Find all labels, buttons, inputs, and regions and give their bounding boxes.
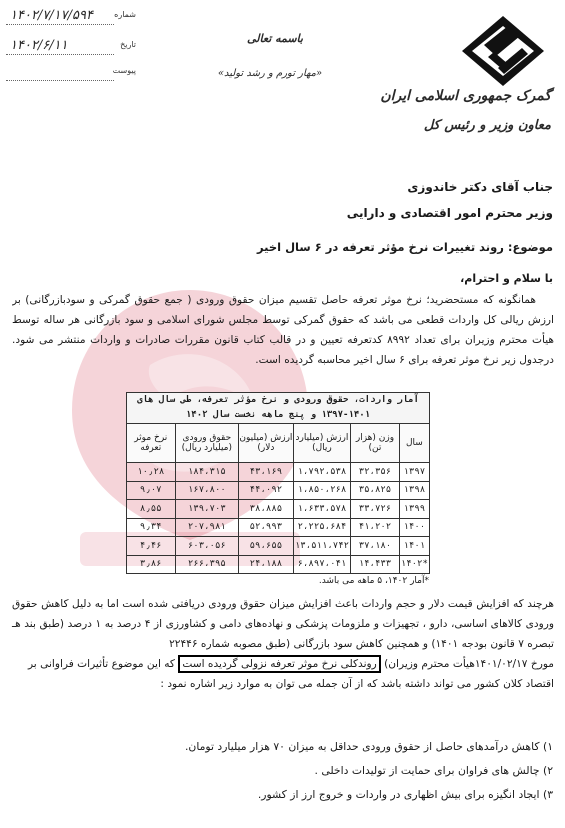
table-header-cell: نرخ موثر تعرفه (127, 424, 176, 463)
table-cell: ۱۳۹۹ (399, 500, 429, 519)
table-row (127, 537, 430, 556)
paragraph-1-text: همانگونه که مستحضرید؛ نرخ موثر تعرفه حاصل تقسیم میزان حقوق ورودی ( جمع حقوق گمرکی و سودبازرگانی) بر ارزش ریالی کل واردات قطعی می باشد که حقوق گمرکی توسط مجلس شورای اسلامی و سود بازرگانی هر ساله توسط هیأت محترم وزیران برای تعداد ۸۹۹۲ کدتعرفه تعیین و در قالب کتاب قانون مقررات صادرات و واردات منتشر می شود. درجدول زیر نرخ موثر تعرفه برای ۶ سال اخیر محاسبه گردیده است. (12, 294, 554, 366)
table-header-cell: سال (399, 424, 429, 463)
table-cell: ۱۳۹۷ (399, 463, 429, 482)
table-cell: ۱۰٫۲۸ (127, 463, 176, 482)
paragraph-2-after-box: که این موضوع تأثیرات فراوانی بر (27, 658, 179, 670)
table-cell: ۱۴۰۱ (399, 537, 429, 556)
table-cell: ۱۴۰۰ (399, 518, 429, 537)
basmala: باسمه تعالی (247, 32, 303, 45)
paragraph-2 (12, 594, 554, 694)
table-cell: ۱۸۴،۳۱۵ (175, 463, 239, 482)
letter-number-label: شماره (114, 10, 136, 19)
table-cell: ۵۲،۹۹۳ (239, 518, 294, 537)
letter-attachment-row (6, 64, 136, 82)
table-cell: ۴۱،۲۰۲ (351, 518, 399, 537)
table-cell: ۱۳۹۸ (399, 481, 429, 500)
customs-logo-icon (458, 12, 548, 90)
table-header-cell: وزن (هزار تن) (351, 424, 399, 463)
letter-date-row (6, 38, 136, 56)
table-cell: ۱،۸۵۰،۲۶۸ (293, 481, 351, 500)
subject-line: موضوع: روند تغییرات نرخ مؤثر تعرفه در ۶ سال اخیر (257, 240, 553, 254)
list-item: ۲) چالش های فراوان برای حمایت از تولیدات داخلی . (314, 764, 553, 777)
table-cell: ۱۳۹،۷۰۳ (175, 500, 239, 519)
table-row (127, 481, 430, 500)
paragraph-2-part-a: هرچند که افزایش قیمت دلار و حجم واردات باعث افزایش میزان حقوق ورودی دریافتی شده است اما به دلیل کاهش حقوق ورودی کالاهای اساسی، دارو ، تجهیزات و ملزومات پزشکی و نهاده‌های دامی و کشاورزی از ۴ درصد به ۱ درصد (طبق بند هـ تبصره ۷ قانون بودجه ۱۴۰۱) و همچنین کاهش سود بازرگانی (طبق مصوبه شماره ۲۲۴۴۶ (12, 598, 554, 650)
letter-date-label: تاریخ (120, 40, 136, 49)
table-header-cell: حقوق ورودی (میلیارد ریال) (175, 424, 239, 463)
table-cell: ۱،۶۳۳،۵۷۸ (293, 500, 351, 519)
table-cell: ۳۷،۱۸۰ (351, 537, 399, 556)
table-cell: ۱،۷۹۲،۵۳۸ (293, 463, 351, 482)
table-cell: ۶۰۳،۰۵۶ (175, 537, 239, 556)
table-cell: ۹٫۳۴ (127, 518, 176, 537)
list-item: ۱) کاهش درآمدهای حاصل از حقوق ورودی حداقل به میزان ۷۰ هزار میلیارد تومان. (184, 740, 553, 753)
table-cell: ۲۴،۱۸۸ (239, 555, 294, 574)
paragraph-1 (12, 290, 554, 374)
table-header-row (127, 424, 430, 463)
table-cell: ۲۶۶،۳۹۵ (175, 555, 239, 574)
table-header-cell: ارزش (میلیون دلار) (239, 424, 294, 463)
table-cell: ۱۶۷،۸۰۰ (175, 481, 239, 500)
org-position: معاون وزیر و رئیس کل (423, 118, 551, 133)
table-cell: ۱۴،۴۳۳ (351, 555, 399, 574)
table-cell: ۲،۲۲۵،۶۸۴ (293, 518, 351, 537)
recipient-name: جناب آقای دکتر خاندوزی (407, 180, 553, 194)
table-cell: ۳۳،۷۲۶ (351, 500, 399, 519)
paragraph-2-part-b (12, 654, 554, 674)
table-cell: *۱۴۰۲ (399, 555, 429, 574)
table-cell: ۳۲،۳۵۶ (351, 463, 399, 482)
paragraph-2-before-box: مورخ ۱۴۰۱/۰۲/۱۷هیأت محترم وزیران) (380, 658, 554, 670)
table-cell: ۸٫۵۵ (127, 500, 176, 519)
table-caption: آمار واردات، حقوق ورودی و نرخ مؤثر تعرفه، طی سال های ۱۴۰۱-۱۳۹۷ و پنج ماهه نخست سال ۱۴۰۲ (127, 393, 430, 424)
table-row (127, 555, 430, 574)
table-cell: ۳۵،۸۲۵ (351, 481, 399, 500)
table-cell: ۴٫۴۶ (127, 537, 176, 556)
table-cell: ۳۸،۸۸۵ (239, 500, 294, 519)
greeting: با سلام و احترام، (460, 272, 553, 285)
letter-number-value: ۱۴۰۲/۷/۱۷/۵۹۴ (10, 8, 93, 23)
slogan: «مهار تورم و رشد تولید» (217, 68, 323, 79)
table-row (127, 500, 430, 519)
table-footnote: *آمار ۱۴۰۲، ۵ ماهه می باشد. (318, 576, 429, 586)
table-cell: ۹٫۰۷ (127, 481, 176, 500)
table-cell: ۵۹،۶۵۵ (239, 537, 294, 556)
recipient-title: وزیر محترم امور اقتصادی و دارایی (346, 206, 553, 220)
table-row (127, 463, 430, 482)
table-cell: ۲۰۷،۹۸۱ (175, 518, 239, 537)
org-name: گمرک جمهوری اسلامی ایران (380, 88, 551, 104)
table-body (127, 463, 430, 574)
table-cell: ۴۴،۰۹۲ (239, 481, 294, 500)
highlighted-statement: روندکلی نرخ موثر تعرفه نزولی گردیده است (178, 655, 380, 673)
import-statistics-table (126, 392, 430, 574)
letter-attachment-label: پیوست (112, 66, 136, 75)
paragraph-2-part-c: اقتصاد کلان کشور می تواند داشته باشد که از آن جمله می توان به موارد زیر اشاره نمود : (160, 678, 554, 690)
list-item: ۳) ایجاد انگیزه برای بیش اظهاری در واردات و خروج ارز از کشور. (257, 788, 553, 801)
table-header-cell: ارزش (میلیارد ریال) (293, 424, 351, 463)
table-row (127, 518, 430, 537)
table-cell: ۳٫۸۶ (127, 555, 176, 574)
table-cell: ۴۳،۱۶۹ (239, 463, 294, 482)
table-cell: ۱۳،۵۱۱،۷۴۲ (293, 537, 351, 556)
table-cell: ۶،۸۹۷،۰۴۱ (293, 555, 351, 574)
letter-number-row (6, 8, 136, 26)
letter-date-value: ۱۴۰۲/۶/۱۱ (10, 38, 68, 53)
